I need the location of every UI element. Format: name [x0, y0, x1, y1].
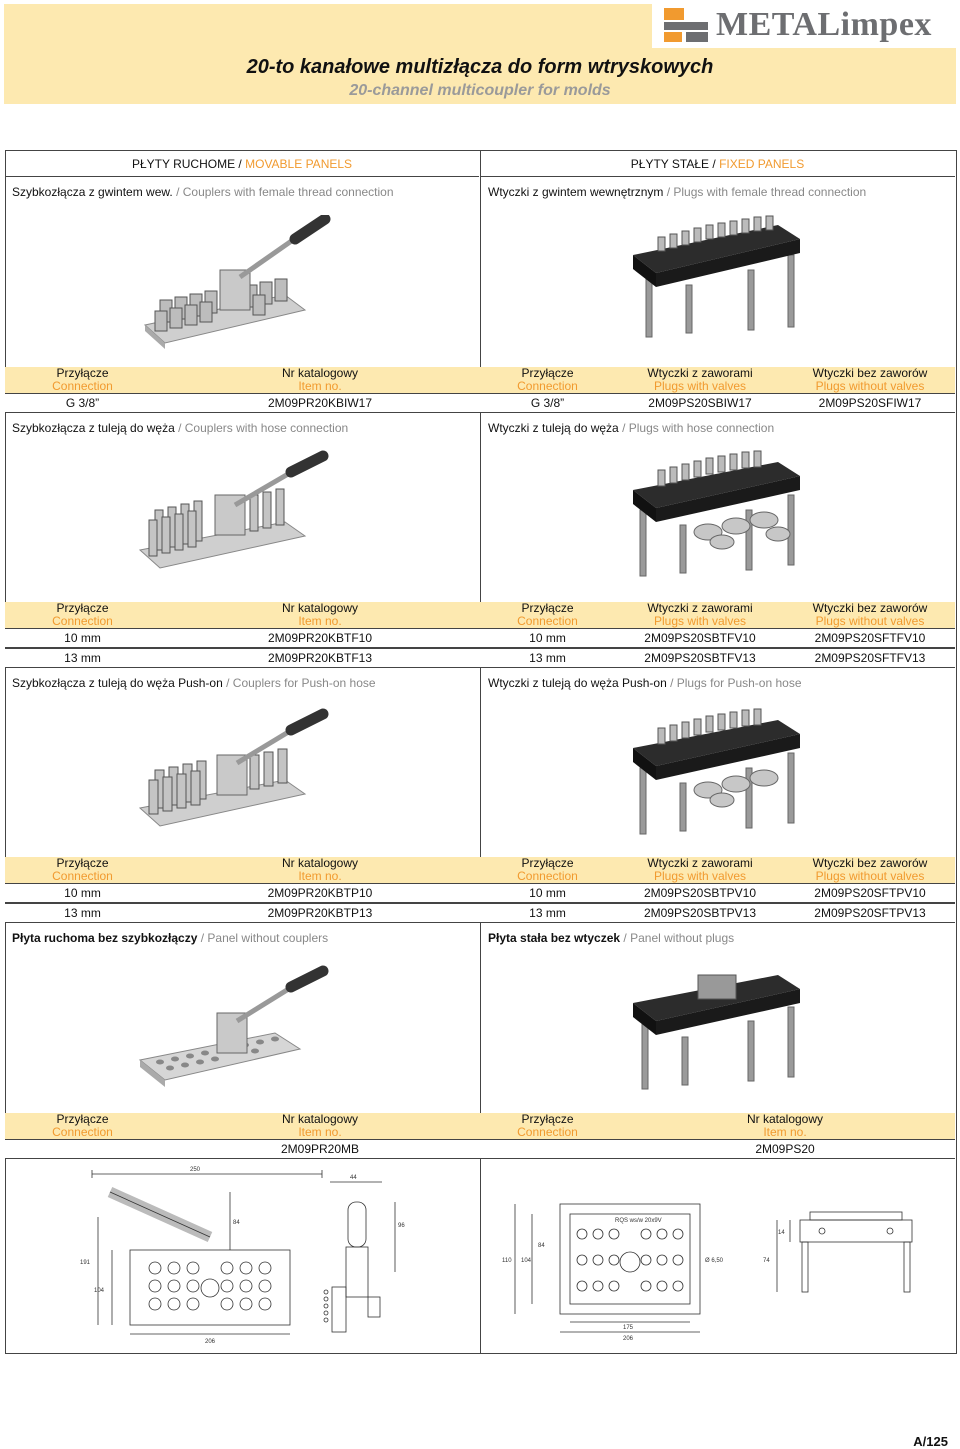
plugs-pushon-image: [628, 708, 808, 838]
th-valves-en: Plugs with valves: [653, 614, 747, 628]
page-number: A/125: [913, 1434, 948, 1449]
dim-206: 206: [623, 1336, 634, 1342]
table3-header: [5, 857, 955, 883]
dim-74: 74: [763, 1258, 770, 1264]
dim-104: 104: [94, 1288, 105, 1294]
cell-valves: 2M09PS20SBTFV10: [644, 631, 756, 645]
th-item-pl: Nr katalogowy: [281, 1112, 359, 1126]
th-novalves-pl: Wtyczki bez zaworów: [812, 856, 928, 870]
th-valves-pl: Wtyczki z zaworami: [647, 601, 753, 615]
section4-right-caption: [488, 931, 734, 945]
cell-item: 2M09PR20KBTP13: [267, 906, 373, 920]
caption-en: / Panel without couplers: [197, 931, 329, 945]
th-connection-en: Connection: [52, 869, 113, 883]
section4-left-caption: [12, 931, 328, 945]
cell-connection: 13 mm: [529, 906, 566, 920]
table-row: [5, 393, 955, 413]
th-connection-en: Connection: [517, 614, 578, 628]
th-connection-pl: Przyłącze: [521, 856, 574, 870]
cell-connection: G 3/8”: [65, 396, 100, 410]
coupler-hose-image: [135, 450, 335, 575]
dim-84: 84: [233, 1220, 240, 1226]
dim-104: 104: [521, 1258, 532, 1264]
dim-175: 175: [623, 1325, 634, 1331]
cell-novalves: 2M09PS20SFTFV13: [814, 651, 926, 665]
page-title: 20-to kanałowe multizłącza do form wtryskowych: [246, 56, 714, 78]
caption-pl: Szybkozłącza z gwintem wew.: [12, 185, 173, 199]
table-row: [5, 903, 955, 923]
brand-logo: [664, 4, 954, 46]
section2-left-caption: [12, 421, 348, 435]
caption-en: / Couplers with female thread connection: [176, 185, 394, 199]
dim-14: 14: [778, 1230, 785, 1236]
th-item-pl: Nr katalogowy: [746, 1112, 824, 1126]
cell-valves: 2M09PS20SBTPV13: [643, 906, 757, 920]
th-item-pl: Nr katalogowy: [281, 366, 359, 380]
table-row: [5, 1139, 955, 1159]
drawing-fixed-top: [515, 1204, 700, 1332]
cell-connection: G 3/8”: [530, 396, 565, 410]
th-novalves-en: Plugs without valves: [815, 614, 925, 628]
cell-valves: 2M09PS20SBTFV13: [644, 651, 756, 665]
panel-without-plugs-image: [628, 965, 808, 1095]
table-row: [5, 628, 955, 648]
dim-250: 250: [190, 1167, 201, 1173]
cell-connection: 10 mm: [529, 631, 566, 645]
dim-206: 206: [205, 1339, 216, 1345]
th-valves-pl: Wtyczki z zaworami: [647, 366, 753, 380]
cell-item: 2M09PR20KBTP10: [267, 886, 373, 900]
section3-right-caption: [488, 676, 802, 690]
coupler-pushon-image: [135, 708, 335, 833]
th-item-en: Item no.: [298, 1125, 342, 1139]
section2-right-caption: [488, 421, 774, 435]
th-connection-en: Connection: [52, 379, 113, 393]
cell-item: 2M09PR20KBIW17: [267, 396, 373, 410]
th-item-en: Item no.: [298, 869, 342, 883]
table2-header: [5, 602, 955, 628]
drawing-stamp: RQS ws/w 20x9V: [615, 1218, 662, 1224]
th-novalves-en: Plugs without valves: [815, 379, 925, 393]
cell-connection: 10 mm: [64, 631, 101, 645]
caption-pl: Płyta stała bez wtyczek: [488, 931, 621, 945]
drawing-fixed-side: [777, 1212, 912, 1292]
caption-pl: Wtyczki z tuleją do węża Push-on: [488, 676, 667, 690]
caption-en: / Plugs with female thread connection: [666, 185, 867, 199]
th-item-en: Item no.: [298, 379, 342, 393]
caption-en: / Panel without plugs: [623, 931, 735, 945]
th-connection-en: Connection: [52, 1125, 113, 1139]
caption-pl: Szybkozłącza z tuleją do węża: [12, 421, 175, 435]
dim-110: 110: [502, 1258, 512, 1264]
th-connection-en: Connection: [517, 1125, 578, 1139]
th-connection-pl: Przyłącze: [56, 366, 109, 380]
th-valves-en: Plugs with valves: [653, 379, 747, 393]
caption-pl: Wtyczki z gwintem wewnętrznym: [488, 185, 664, 199]
table1-header: [5, 367, 955, 393]
caption-en: / Plugs with hose connection: [622, 421, 775, 435]
th-item-pl: Nr katalogowy: [281, 601, 359, 615]
brand-name: METALimpex: [716, 6, 932, 43]
caption-pl: Płyta ruchoma bez szybkozłączy: [12, 931, 198, 945]
dim-191: 191: [80, 1260, 91, 1266]
movable-title-pl: PŁYTY RUCHOME /: [131, 157, 242, 171]
section1-right-caption: [488, 185, 866, 199]
cell-novalves: 2M09PS20SFTPV10: [814, 886, 926, 900]
caption-en: / Plugs for Push-on hose: [670, 676, 802, 690]
section1-left-caption: [12, 185, 394, 199]
caption-pl: Wtyczki z tuleją do węża: [488, 421, 619, 435]
th-item-pl: Nr katalogowy: [281, 856, 359, 870]
fixed-panels-title: [480, 152, 955, 177]
fixed-title-en: FIXED PANELS: [719, 157, 805, 171]
cell-item: 2M09PR20KBTF10: [267, 631, 373, 645]
th-novalves-pl: Wtyczki bez zaworów: [812, 601, 928, 615]
cell-novalves: 2M09PS20SFIW17: [818, 396, 922, 410]
page-subtitle: 20-channel multicoupler for molds: [349, 82, 611, 99]
logo-mark-icon: [664, 8, 708, 42]
drawing-movable-top: [92, 1170, 322, 1334]
panel-without-couplers-image: [135, 965, 335, 1095]
section3-left-caption: [12, 676, 376, 690]
cell-connection: 13 mm: [529, 651, 566, 665]
table-row: [5, 883, 955, 903]
table-row: [5, 648, 955, 668]
dim-44: 44: [350, 1175, 357, 1181]
caption-en: / Couplers with hose connection: [178, 421, 349, 435]
plugs-threaded-image: [628, 215, 808, 340]
cell-item: 2M09PR20MB: [280, 1142, 360, 1156]
dim-84: 84: [538, 1243, 545, 1249]
cell-connection: 10 mm: [64, 886, 101, 900]
technical-drawings: [70, 1162, 960, 1347]
table4-header: [5, 1113, 955, 1139]
cell-connection: 13 mm: [64, 906, 101, 920]
th-connection-en: Connection: [517, 869, 578, 883]
th-connection-en: Connection: [52, 614, 113, 628]
dim-hole-diameter: Ø 6,50: [705, 1258, 724, 1264]
th-novalves-pl: Wtyczki bez zaworów: [812, 366, 928, 380]
cell-novalves: 2M09PS20SFTFV10: [814, 631, 926, 645]
cell-connection: 10 mm: [529, 886, 566, 900]
th-valves-pl: Wtyczki z zaworami: [647, 856, 753, 870]
cell-valves: 2M09PS20SBTPV10: [643, 886, 757, 900]
cell-item: 2M09PS20: [755, 1142, 815, 1156]
th-connection-pl: Przyłącze: [521, 366, 574, 380]
caption-en: / Couplers for Push-on hose: [226, 676, 376, 690]
caption-pl: Szybkozłącza z tuleją do węża Push-on: [12, 676, 223, 690]
th-novalves-en: Plugs without valves: [815, 869, 925, 883]
th-connection-pl: Przyłącze: [521, 1112, 574, 1126]
movable-title-en: MOVABLE PANELS: [245, 157, 353, 171]
fixed-title-pl: PŁYTY STAŁE /: [630, 157, 716, 171]
th-connection-en: Connection: [517, 379, 578, 393]
coupler-threaded-image: [135, 215, 335, 355]
th-connection-pl: Przyłącze: [521, 601, 574, 615]
cell-valves: 2M09PS20SBIW17: [648, 396, 752, 410]
cell-item: 2M09PR20KBTF13: [267, 651, 373, 665]
th-connection-pl: Przyłącze: [56, 856, 109, 870]
plugs-hose-image: [628, 450, 808, 580]
th-valves-en: Plugs with valves: [653, 869, 747, 883]
cell-connection: 13 mm: [64, 651, 101, 665]
movable-panels-title: [5, 152, 479, 177]
th-item-en: Item no.: [298, 614, 342, 628]
dim-96: 96: [398, 1223, 405, 1229]
th-connection-pl: Przyłącze: [56, 601, 109, 615]
drawing-movable-side: [324, 1182, 395, 1332]
th-connection-pl: Przyłącze: [56, 1112, 109, 1126]
th-item-en: Item no.: [763, 1125, 807, 1139]
cell-novalves: 2M09PS20SFTPV13: [814, 906, 926, 920]
